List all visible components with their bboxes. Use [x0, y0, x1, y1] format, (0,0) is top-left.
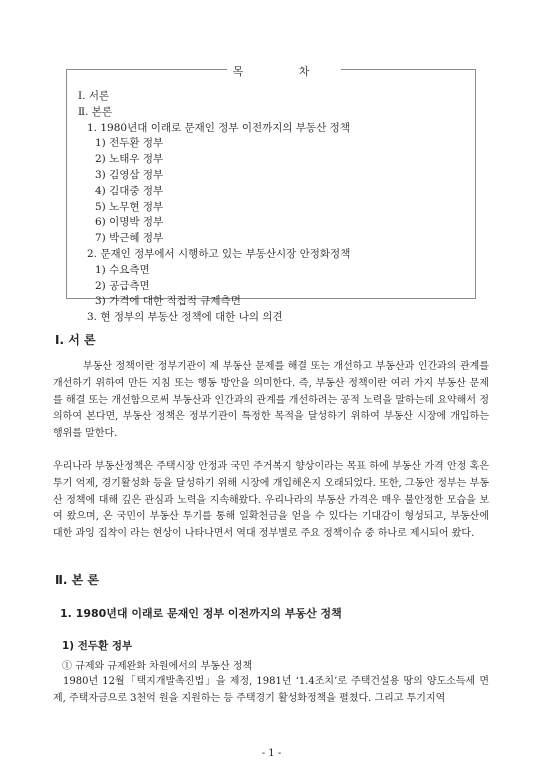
toc-item: Ⅰ. 서론 — [78, 90, 110, 102]
toc-item: 7) 박근혜 정부 — [95, 232, 164, 245]
intro-paragraph-2: 우리나라 부동산정책은 주택시장 안정과 국민 주거복지 향상이라는 목표 하에 부동산 가격 안정 혹은 투기 억제, 경기활성화 등을 달성하기 위해 시장에 개입해온지 오래되었다. 또한, 그동안 정부는 부동산 정책에 대해 깊은 관심과 노력을 지속해왔다. 우리나라의 부동산 가격은 매우 불안정한 모습을 보여 왔으며, 온 국민이 부동산 투기를 통해 일확천금을 얻을 수 있다는 기대감이 형성되고, 부동산에 대한 과잉 집착이 라는 현상이 나타나면서 역대 정부별로 주요 정책이슈 중 하나로 제시되어 왔다. — [53, 461, 489, 540]
toc-item: 6) 이명박 정부 — [95, 216, 164, 229]
toc-item: 5) 노무현 정부 — [95, 200, 164, 213]
toc-item: 3. 현 정부의 부동산 정책에 대한 나의 의견 — [87, 311, 283, 324]
page-number: - 1 - — [261, 748, 282, 759]
toc-item: 1. 1980년대 이래로 문재인 정부 이전까지의 부동산 정책 — [87, 121, 350, 134]
toc-item: 1) 수요측면 — [95, 263, 150, 276]
subsection-heading: 1) 전두환 정부 — [62, 640, 133, 652]
toc-list — [78, 89, 350, 326]
point-heading: ① 규제와 규제완화 차원에서의 부동산 정책 — [62, 661, 253, 672]
intro-paragraph-1: 부동산 정책이란 정부기관이 제 부동산 문제를 해결 또는 개선하고 부동산과 인간과의 관계를 개선하기 위하여 만든 지침 또는 행동 방안을 의미한다. 즉, 부동산 정책이란 여러 가지 부동산 문제를 해결 또는 개선함으로써 부동산과 인간과의 관계를 개선하려는 공적 노력을 말하는데 요약해서 정의하여 본다면, 부동산 정책은 정부기관이 특정한 목적을 달성하기 위하여 부동산 시장에 개입하는 행위를 말한다. — [53, 361, 489, 440]
body-paragraph: 1980년 12월「택지개발촉진법」을 제정, 1981년 ‘1.4조치’로 주택건설용 땅의 양도소득세 면제, 주택자금으로 3천억 원을 지원하는 등 주택경기 활성화정책을 펼쳤다. 그리고 투기지역 — [53, 676, 489, 704]
toc-item: 2) 노태우 정부 — [95, 153, 164, 166]
toc-item: 2. 문재인 정부에서 시행하고 있는 부동산시장 안정화정책 — [87, 247, 351, 260]
toc-item: 1) 전두환 정부 — [95, 137, 164, 150]
body-heading: Ⅱ. 본 론 — [55, 573, 100, 587]
toc-title: 목 차 — [67, 63, 475, 79]
toc-item: Ⅱ. 본론 — [78, 105, 113, 118]
toc-item: 2) 공급측면 — [95, 279, 150, 292]
toc-item: 3) 김영삼 정부 — [95, 168, 164, 181]
section-1-heading: 1. 1980년대 이래로 문재인 정부 이전까지의 부동산 정책 — [60, 607, 342, 620]
toc-item: 3) 가격에 대한 직접적 규제측면 — [95, 295, 241, 308]
intro-heading: Ⅰ. 서 론 — [55, 333, 96, 347]
toc-item: 4) 김대중 정부 — [95, 184, 164, 197]
table-of-contents — [66, 65, 476, 324]
